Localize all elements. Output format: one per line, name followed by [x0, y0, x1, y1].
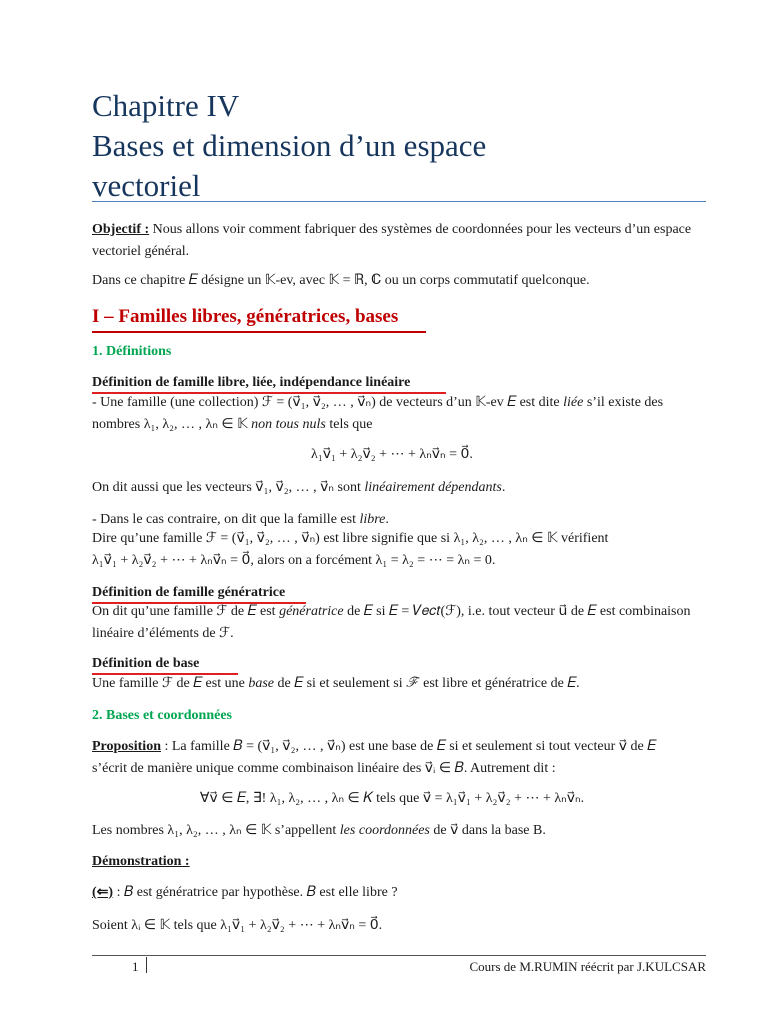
coords-c: de v⃗ dans la base B. [429, 823, 546, 838]
def-libre-text-a: - Une famille (une collection) ℱ = (v⃗₁, v⃗₂, … , v⃗ₙ) de vecteurs d’un 𝕂-ev 𝐸 est dite [92, 395, 564, 410]
def-libre-paragraph-5: λ₁v⃗₁ + λ₂v⃗₂ + ⋯ + λₙv⃗ₙ = 0⃗, alors on a forcément λ₁ = λ₂ = ⋯ = λₙ = 0. [92, 553, 496, 568]
subsection-bases-coordonnees: 2. Bases et coordonnées [92, 708, 232, 723]
def-base-paragraph [92, 673, 692, 695]
def-libre-p2-b: linéairement dépendants [364, 480, 502, 495]
def-gen-heading: Définition de famille génératrice [92, 585, 286, 600]
def-libre-p3-c: . [385, 512, 389, 527]
demonstration-label: Démonstration : [92, 854, 190, 869]
section-1-underline [92, 331, 426, 333]
def-libre-text-non-tous-nuls: non tous nuls [251, 417, 326, 432]
def-libre-p2-a: On dit aussi que les vecteurs v⃗₁, v⃗₂, … , v⃗ₙ sont [92, 480, 365, 495]
demonstration-step-label: (⇐) [92, 885, 114, 900]
def-libre-text-e: tels que [325, 417, 373, 432]
def-libre-p2-c: . [501, 480, 506, 495]
def-libre-paragraph-1 [92, 392, 692, 436]
footer-credit: Cours de M.RUMIN réécrit par J.KULCSAR [469, 959, 706, 974]
def-libre-p3-a: - Dans le cas contraire, on dit que la famille est [92, 512, 360, 527]
def-gen-b: génératrice [279, 604, 344, 619]
def-base-b: base [248, 676, 274, 691]
def-libre-text-c: s’il existe des nombres λ₁, λ₂, … , λₙ ∈ 𝕂 [92, 395, 664, 432]
chapter-title-line-3: vectoriel [92, 168, 201, 203]
def-base-heading: Définition de base [92, 656, 200, 671]
subsection-definitions: 1. Définitions [92, 344, 172, 359]
demonstration-soient: Soient λᵢ ∈ 𝕂 tels que λ₁v⃗₁ + λ₂v⃗₂ + ⋯ + λₙv⃗ₙ = 0⃗. [92, 918, 383, 933]
section-1-title: I – Familles libres, génératrices, bases [92, 306, 399, 327]
def-base-a: Une famille ℱ de 𝐸 est une [92, 676, 249, 691]
def-gen-paragraph [92, 601, 692, 645]
title-divider [92, 201, 706, 202]
proposition-label: Proposition [92, 739, 161, 754]
demonstration-step-text: : 𝐵 est génératrice par hypothèse. 𝐵 est elle libre ? [113, 885, 398, 900]
def-libre-equation: λ₁v⃗₁ + λ₂v⃗₂ + ⋯ + λₙv⃗ₙ = 0⃗. [311, 447, 473, 462]
def-libre-text-liee: liée [563, 395, 584, 410]
demonstration-step [92, 882, 692, 904]
page-number-separator [146, 957, 147, 973]
proposition-equation: ∀v⃗ ∈ 𝐸, ∃! λ₁, λ₂, … , λₙ ∈ 𝐾 tels que v⃗ = λ₁v⃗₁ + λ₂v⃗₂ + ⋯ + λₙv⃗ₙ. [199, 791, 585, 806]
objectif-text: Nous allons voir comment fabriquer des systèmes de coordonnées pour les vecteurs d’un espace vectoriel général. [92, 222, 692, 259]
chapter-title-line-2: Bases et dimension d’un espace [92, 128, 487, 163]
objectif-paragraph [92, 219, 692, 263]
page-number: 1 [132, 959, 139, 974]
context-paragraph: Dans ce chapitre 𝐸 désigne un 𝕂-ev, avec 𝕂 = ℝ, ℂ ou un corps commutatif quelconque. [92, 273, 590, 288]
proposition-text: : La famille 𝐵 = (v⃗₁, v⃗₂, … , v⃗ₙ) est une base de 𝐸 si et seulement si tout vecteur v⃗ de 𝐸 s’écrit de manière unique comme combinaison linéaire des v⃗ᵢ ∈ 𝐵. Autrement dit : [92, 739, 657, 776]
coordinates-paragraph [92, 820, 692, 842]
objectif-label: Objectif : [92, 222, 150, 237]
proposition-paragraph [92, 736, 692, 780]
def-gen-c: de 𝐸 si 𝐸 = 𝑉𝑒𝑐𝑡(ℱ), i.e. tout vecteur u⃗ de 𝐸 est combinaison linéaire d’éléments de ℱ. [92, 604, 691, 641]
def-libre-paragraph-4: Dire qu’une famille ℱ = (v⃗₁, v⃗₂, … , v⃗ₙ) est libre signifie que si λ₁, λ₂, … , λₙ ∈ 𝕂 vérifient [92, 531, 609, 546]
def-libre-paragraph-2 [92, 477, 692, 499]
chapter-title-line-1: Chapitre IV [92, 88, 240, 123]
def-libre-heading: Définition de famille libre, liée, indépendance linéaire [92, 375, 411, 390]
def-libre-p3-b: libre [359, 512, 386, 527]
def-gen-a: On dit qu’une famille ℱ de 𝐸 est [92, 604, 280, 619]
coords-a: Les nombres λ₁, λ₂, … , λₙ ∈ 𝕂 s’appellent [92, 823, 340, 838]
footer-divider [92, 955, 706, 956]
chapter-title [92, 86, 712, 206]
coords-b: les coordonnées [339, 823, 430, 838]
def-base-c: de 𝐸 si et seulement si ℱ est libre et génératrice de 𝐸. [274, 676, 580, 691]
